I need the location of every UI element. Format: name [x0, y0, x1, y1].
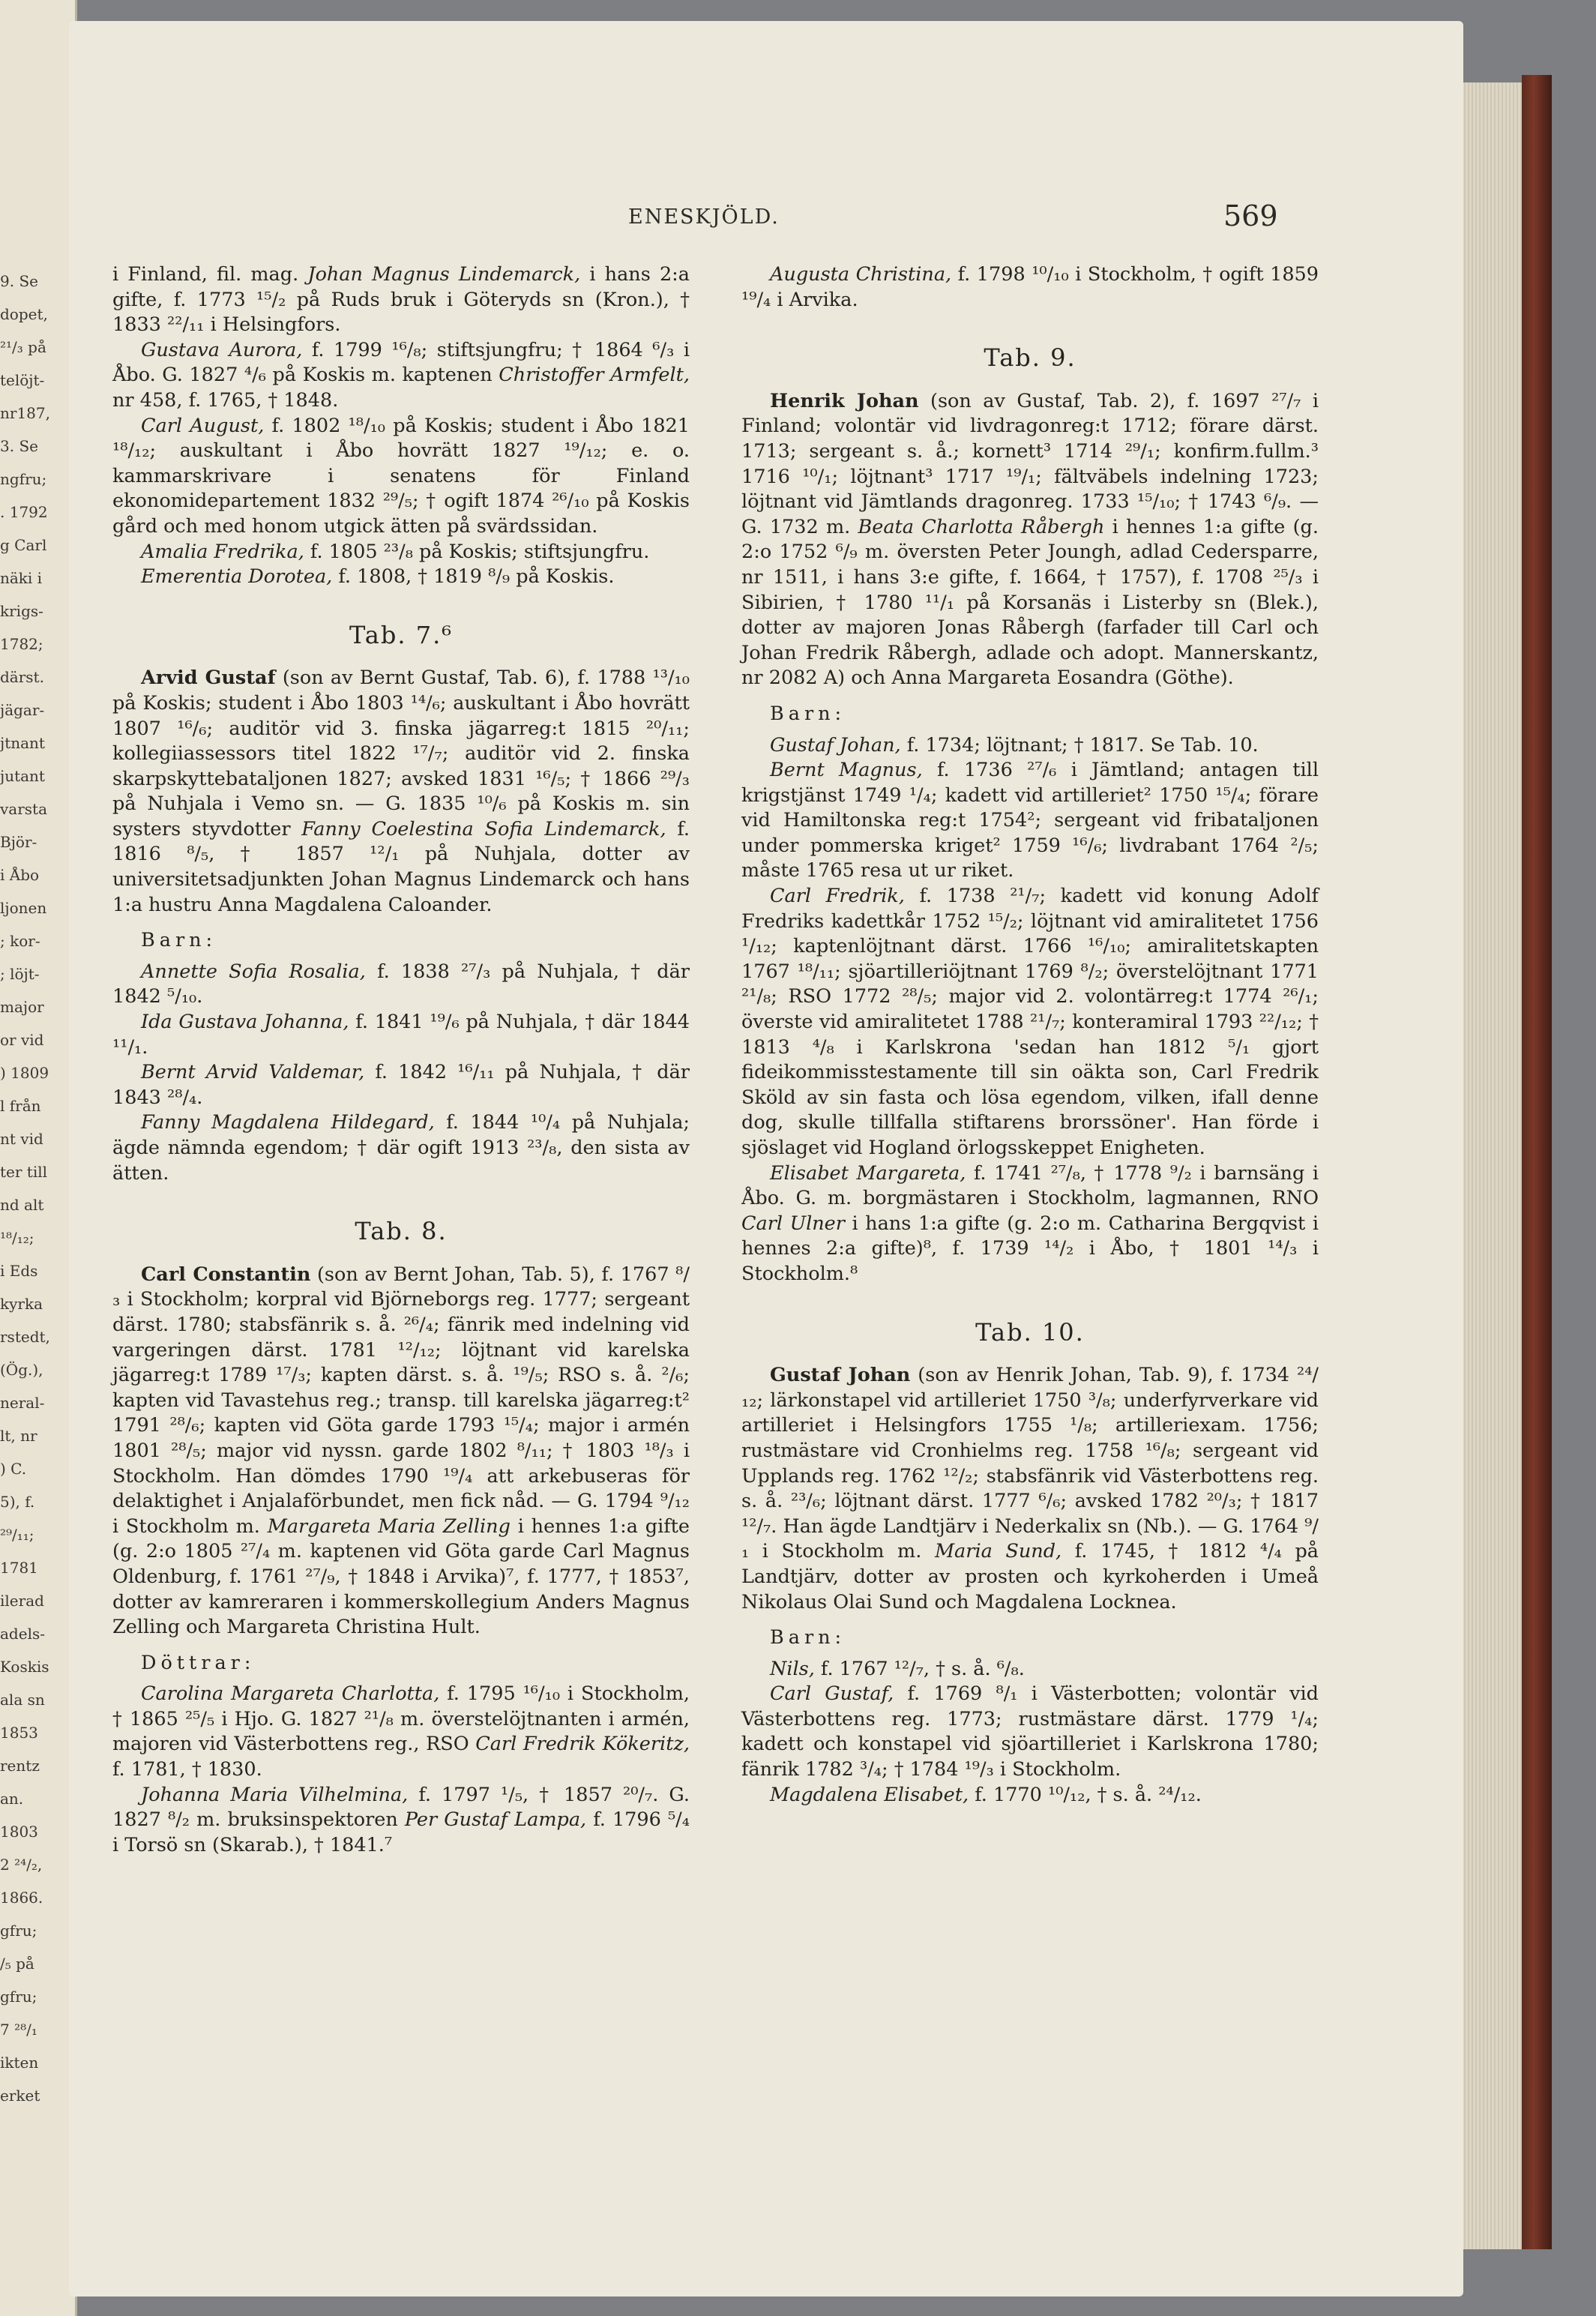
- page-number: 569: [1223, 199, 1278, 232]
- entry-paragraph: Arvid Gustaf (son av Bernt Gustaf, Tab. 6), f. 1788 ¹³/₁₀ på Koskis; student i Åbo 1803 ¹⁴/₆; auskultant i Åbo hovrätt 1807 ¹⁶/₆; auditör vid 3. finska jägarreg:t 1815 ²⁰/₁₁; kollegiiassessors titel 1822 ¹⁷/₇; auditör vid 2. finska skarpskyttebataljonen 1827; avsked 1831 ¹⁶/₅; † 1866 ²⁹/₃ på Nuhjala i Vemo sn. — G. 1835 ¹⁰/₆ på Koskis m. sin systers styvdotter Fanny Coelestina Sofia Lindemarck, f. 1816 ⁸/₅, † 1857 ¹²/₁ på Nuhjala, dotter av universitetsadjunkten Johan Magnus Lindemarck och hans 1:a hustru Anna Magdalena Caloander.: [112, 667, 690, 916]
- entry-paragraph: Ida Gustava Johanna, f. 1841 ¹⁹/₆ på Nuhjala, † där 1844 ¹¹/₁.: [112, 1011, 690, 1059]
- facing-page-fragment: erket: [0, 2087, 40, 2105]
- entry-paragraph: Carolina Margareta Charlotta, f. 1795 ¹⁶/₁₀ i Stockholm, † 1865 ²⁵/₅ i Hjo. G. 1827 ²¹/₈ m. överstelöjtnanten i armén, majoren vid Västerbottens reg., RSO Carl Fredrik Kökeritz, f. 1781, † 1830.: [112, 1682, 690, 1781]
- facing-page-fragment: 1781: [0, 1559, 38, 1577]
- table-heading: Tab. 7.⁶: [349, 620, 454, 649]
- entry-paragraph: Johanna Maria Vilhelmina, f. 1797 ¹/₅, † 1857 ²⁰/₇. G. 1827 ⁸/₂ m. bruksinspektoren Per Gustaf Lampa, f. 1796 ⁵/₄ i Torsö sn (Skarab.), † 1841.⁷: [112, 1783, 690, 1856]
- entry-paragraph: Gustava Aurora, f. 1799 ¹⁶/₈; stiftsjungfru; † 1864 ⁶/₃ i Åbo. G. 1827 ⁴/₆ på Koskis m. kaptenen Christoffer Armfelt, nr 458, f. 1765, † 1848.: [112, 338, 690, 412]
- facing-page-fragment: ; kor-: [0, 932, 40, 950]
- entry-paragraph: Gustaf Johan (son av Henrik Johan, Tab. 9), f. 1734 ²⁴/₁₂; lärkonstapel vid artilleriet 1750 ³/₈; underfyrverkare vid artilleriet i Helsingfors 1755 ¹/₈; artilleriexam. 1756; rustmästare vid Cronhielms reg. 1758 ¹⁶/₈; sergeant vid Upplands reg. 1762 ¹²/₂; stabsfänrik vid Västerbottens reg. s. å. ²³/₆; löjtnant därst. 1777 ⁶/₆; avsked 1782 ²⁰/₃; † 1817 ¹²/₇. Han ägde Landtjärv i Nederkalix sn (Nb.). — G. 1764 ⁹/₁ i Stockholm m. Maria Sund, f. 1745, † 1812 ⁴/₄ på Landtjärv, dotter av prosten och kyrkoherden i Umeå Nikolaus Olai Sund och Magdalena Locknea.: [741, 1364, 1319, 1613]
- entry-paragraph: Bernt Magnus, f. 1736 ²⁷/₆ i Jämtland; antagen till krigstjänst 1749 ¹/₄; kadett vid artilleriet² 1750 ¹⁵/₄; förare vid Hamiltonska reg:t 1754²; sergeant vid fribataljonen under pommerska kriget² 1759 ¹⁶/₆; livdrabant 1764 ²/₅; måste 1765 resa ut ur riket.: [741, 759, 1319, 882]
- facing-page-fragment: Björ-: [0, 833, 37, 851]
- entry-paragraph: Emerentia Dorotea, f. 1808, † 1819 ⁸/₉ på Koskis.: [141, 565, 615, 589]
- facing-page-fragment: i Åbo: [0, 866, 40, 884]
- facing-page-fragment: 1803: [0, 1823, 38, 1841]
- facing-page-fragment: näki i: [0, 569, 43, 587]
- facing-page-fragment: ter till: [0, 1163, 48, 1181]
- facing-page-fragment: ngfru;: [0, 470, 47, 488]
- entry-paragraph: Bernt Arvid Valdemar, f. 1842 ¹⁶/₁₁ på Nuhjala, † där 1843 ²⁸/₄.: [112, 1061, 690, 1109]
- facing-page-fragment: jägar-: [0, 701, 45, 719]
- facing-page-fragment: gfru;: [0, 1988, 37, 2006]
- facing-page-fragment: ikten: [0, 2054, 39, 2072]
- header-title: ENESKJÖLD.: [628, 205, 780, 229]
- facing-page-fragment: rstedt,: [0, 1328, 50, 1346]
- facing-page-fragment: 7 ²⁸/₁: [0, 2021, 37, 2039]
- table-heading: Tab. 9.: [984, 343, 1076, 373]
- entry-paragraph: Amalia Fredrika, f. 1805 ²³/₈ på Koskis; stiftsjungfru.: [141, 540, 650, 563]
- facing-page-fragment: ala sn: [0, 1691, 45, 1709]
- facing-page-fragment: kyrka: [0, 1295, 43, 1313]
- entry-paragraph: Henrik Johan (son av Gustaf, Tab. 2), f. 1697 ²⁷/₇ i Finland; volontär vid livdragonreg:t 1712; förare därst. 1713; sergeant s. å.; kornett³ 1714 ²⁹/₁; konfirm.fullm.³ 1716 ¹⁰/₁; löjtnant³ 1717 ¹⁹/₁; fältväbels indelning 1723; löjtnant vid Jämtlands dragonreg. 1733 ¹⁵/₁₀; † 1743 ⁶/₉. — G. 1732 m. Beata Charlotta Råbergh i hennes 1:a gifte (g. 2:o 1752 ⁶/₉ m. översten Peter Joungh, adlad Cedersparre, nr 1511, i hans 3:e gifte, f. 1664, † 1757), f. 1708 ²⁵/₃ i Sibirien, † 1780 ¹¹/₁ på Korsanäs i Listerby sn (Blek.), dotter av majoren Jonas Råbergh (farfader till Carl och Johan Fredrik Råbergh, adlade och adopt. Mannerskantz, nr 2082 A) och Anna Margareta Eosandra (Göthe).: [741, 389, 1319, 690]
- facing-page-fragment: 1853: [0, 1724, 38, 1742]
- facing-page-fragment: (Ög.),: [0, 1361, 43, 1379]
- facing-page-fragment: ²¹/₃ på: [0, 338, 46, 356]
- left-column: [112, 262, 690, 1858]
- facing-page-fragment: g Carl: [0, 536, 47, 554]
- facing-page-fragment: ilerad: [0, 1592, 44, 1610]
- facing-page-fragment: 1866.: [0, 1889, 43, 1907]
- entry-paragraph: Nils, f. 1767 ¹²/₇, † s. å. ⁶/₈.: [770, 1657, 1025, 1680]
- facing-page-fragment: ) 1809: [0, 1064, 49, 1082]
- facing-page-fragment: jtnant: [0, 734, 45, 752]
- facing-page-fragment: ljonen: [0, 899, 47, 917]
- facing-page-fragment: 2 ²⁴/₂,: [0, 1856, 43, 1874]
- facing-page-fragment: nr187,: [0, 404, 50, 422]
- facing-page-fragment: ; löjt-: [0, 965, 40, 983]
- entry-paragraph: Carl Constantin (son av Bernt Johan, Tab. 5), f. 1767 ⁸/₃ i Stockholm; korpral vid Björneborgs reg. 1777; sergeant därst. 1780; stabsfänrik s. å. ²⁶/₄; fänrik med indelning vid vargeringen därst. 1781 ¹²/₁₂; löjtnant vid karelska jägarreg:t 1789 ¹⁷/₃; kapten därst. s. å. ¹⁹/₅; RSO s. å. ²/₆; kapten vid Tavastehus reg.; transp. till karelska jägarreg:t² 1791 ²⁸/₆; kapten vid Göta garde 1793 ¹⁵/₄; major i armén 1801 ²⁸/₅; major vid nyssn. garde 1802 ⁸/₁₁; † 1803 ¹⁸/₃ i Stockholm. Han dömdes 1790 ¹⁹/₄ att arkebuseras för delaktighet i Anjalaförbundet, men fick nåd. — G. 1794 ⁹/₁₂ i Stockholm m. Margareta Maria Zelling i hennes 1:a gifte (g. 2:o 1805 ²⁷/₄ m. kaptenen vid Göta garde Carl Magnus Oldenburg, f. 1761 ²⁷/₉, † 1848 i Arvika)⁷, f. 1777, † 1853⁷, dotter av kamreraren i kommerskollegium Anders Magnus Zelling och Margareta Christina Hult.: [112, 1263, 690, 1639]
- facing-page-fragment: major: [0, 998, 44, 1016]
- entry-paragraph: Carl Gustaf, f. 1769 ⁸/₁ i Västerbotten; volontär vid Västerbottens reg. 1773; rustmästare därst. 1779 ¹/₄; kadett och konstapel vid sjöartilleriet i Karlskrona 1780; fänrik 1782 ³/₄; † 1784 ¹⁹/₃ i Stockholm.: [741, 1682, 1319, 1781]
- facing-page-fragment: jutant: [0, 767, 45, 785]
- facing-page-fragment: ) C.: [0, 1460, 27, 1478]
- facing-page-fragment: /₅ på: [0, 1955, 34, 1973]
- entry-paragraph: Elisabet Margareta, f. 1741 ²⁷/₈, † 1778 ⁹/₂ i barnsäng i Åbo. G. m. borgmästaren i Stockholm, lagmannen, RNO Carl Ulner i hans 1:a gifte (g. 2:o m. Catharina Bergqvist i hennes 2:a gifte)⁸, f. 1739 ¹⁴/₂ i Åbo, † 1801 ¹⁴/₃ i Stockholm.⁸: [741, 1161, 1319, 1285]
- facing-page-fragment: an.: [0, 1790, 24, 1808]
- facing-page-fragment: l från: [0, 1097, 41, 1115]
- entry-paragraph: i Finland, fil. mag. Johan Magnus Lindemarck, i hans 2:a gifte, f. 1773 ¹⁵/₂ på Ruds bruk i Göteryds sn (Kron.), † 1833 ²²/₁₁ i Helsingfors.: [112, 263, 690, 337]
- facing-page-fragment: dopet,: [0, 305, 48, 323]
- entry-paragraph: Fanny Magdalena Hildegard, f. 1844 ¹⁰/₄ på Nuhjala; ägde nämnda egendom; † där ogift 1913 ²³/₈, den sista av ätten.: [112, 1111, 690, 1185]
- table-heading: Tab. 8.: [355, 1217, 448, 1246]
- facing-page-fragment: i Eds: [0, 1262, 38, 1280]
- entry-paragraph: Carl Fredrik, f. 1738 ²¹/₇; kadett vid konung Adolf Fredriks kadettkår 1752 ¹⁵/₂; löjtnant vid amiralitetet 1756 ¹/₁₂; kaptenlöjtnant därst. 1766 ¹⁶/₁₀; amiralitetskapten 1767 ¹⁸/₁₁; sjöartilleriöjtnant 1769 ⁸/₂; överstelöjtnant 1771 ²¹/₈; RSO 1772 ²⁸/₅; major vid 2. volontärreg:t 1774 ²⁶/₁; överste vid amiralitetet 1788 ²¹/₇; konteramiral 1793 ²²/₁₂; † 1813 ⁴/₈ i Karlskrona 'sedan han 1812 ⁵/₁ gjort fideikommisstestamente till sin oäkta son, Carl Fredrik Sköld av sin fasta och lösa egendom, vilken, ifall denne dog, skulle tillfalla stiftarens brorssöner'. Han förde i sjöslaget vid Hogland örlogsskeppet Enigheten.: [741, 885, 1319, 1159]
- children-heading: Barn:: [770, 702, 846, 725]
- book-cover-edge: [1522, 75, 1552, 2249]
- facing-page-fragment: ¹⁸/₁₂;: [0, 1229, 34, 1247]
- facing-page-fragment: . 1792: [0, 503, 48, 521]
- facing-page-fragment: varsta: [0, 800, 48, 818]
- children-heading: Barn:: [141, 929, 217, 952]
- facing-page-fragment: rentz: [0, 1757, 40, 1775]
- facing-page-fragment: neral-: [0, 1394, 45, 1412]
- facing-page-fragment: krigs-: [0, 602, 43, 620]
- facing-page-fragment: nt vid: [0, 1130, 43, 1148]
- facing-page-fragment: därst.: [0, 668, 44, 686]
- table-heading: Tab. 10.: [975, 1317, 1085, 1347]
- running-header: [69, 199, 1463, 235]
- facing-page-fragment: gfru;: [0, 1922, 37, 1940]
- right-column: [741, 262, 1319, 1808]
- entry-paragraph: Gustaf Johan, f. 1734; löjtnant; † 1817. Se Tab. 10.: [770, 733, 1259, 757]
- facing-page-fragment: 1782;: [0, 635, 43, 653]
- left-page-edge: [0, 0, 77, 2316]
- facing-page-fragment: nd alt: [0, 1196, 44, 1214]
- facing-page-fragment: Koskis: [0, 1658, 49, 1676]
- entry-paragraph: Carl August, f. 1802 ¹⁸/₁₀ på Koskis; student i Åbo 1821 ¹⁸/₁₂; auskultant i Åbo hovrätt 1827 ¹⁹/₁₂; e. o. kammarskrivare i senatens för Finland ekonomidepartement 1832 ²⁹/₅; † ogift 1874 ²⁶/₁₀ på Koskis gård och med honom utgick ätten på svärdssidan.: [112, 414, 690, 538]
- facing-page-fragment: telöjt-: [0, 371, 45, 389]
- entry-paragraph: Annette Sofia Rosalia, f. 1838 ²⁷/₃ på Nuhjala, † där 1842 ⁵/₁₀.: [112, 960, 690, 1008]
- facing-page-fragment: ²⁹/₁₁;: [0, 1526, 34, 1544]
- facing-page-fragment: adels-: [0, 1625, 45, 1643]
- facing-page-fragment: lt, nr: [0, 1427, 37, 1445]
- facing-page-fragment: 9. Se: [0, 272, 38, 290]
- facing-page-fragment: 3. Se: [0, 437, 38, 455]
- entry-paragraph: Augusta Christina, f. 1798 ¹⁰/₁₀ i Stockholm, † ogift 1859 ¹⁹/₄ i Arvika.: [741, 263, 1319, 311]
- book-page: [69, 21, 1463, 2297]
- entry-paragraph: Magdalena Elisabet, f. 1770 ¹⁰/₁₂, † s. å. ²⁴/₁₂.: [770, 1783, 1202, 1806]
- facing-page-fragment: or vid: [0, 1031, 44, 1049]
- daughters-heading: Döttrar:: [141, 1651, 256, 1674]
- children-heading: Barn:: [770, 1626, 846, 1649]
- facing-page-fragment: 5), f.: [0, 1493, 35, 1511]
